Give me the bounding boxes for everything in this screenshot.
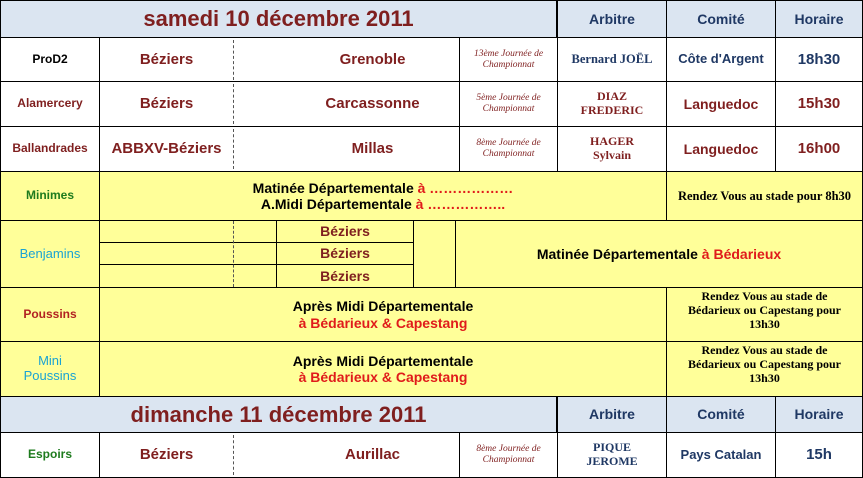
sunday-date-title: dimanche 11 décembre 2011 <box>0 396 557 433</box>
dashed-divider <box>233 129 234 169</box>
minimes-text: à <box>415 196 424 212</box>
referee <box>557 432 667 478</box>
minimes-text: à <box>417 179 426 196</box>
away-team: Aurillac <box>344 446 401 464</box>
poussins-info <box>99 287 667 342</box>
minimes-dots: …………….. <box>423 196 506 212</box>
note-line: 13ème Journée de <box>473 48 544 59</box>
benjamins-info <box>455 220 863 288</box>
home-team: Béziers <box>139 50 194 68</box>
referee-line: Sylvain <box>592 148 631 162</box>
kickoff-time: 18h30 <box>775 37 863 82</box>
minimes-dots: ……………… <box>425 179 514 196</box>
category-benjamins: Benjamins <box>0 220 100 288</box>
category-mini-poussins <box>0 341 100 397</box>
kickoff-time: 15h30 <box>775 81 863 127</box>
category-poussins: Poussins <box>0 287 100 342</box>
referee: Bernard JOËL <box>557 37 667 82</box>
note-line: Championnat <box>482 59 535 70</box>
home-team: Béziers <box>139 95 194 113</box>
benjamins-slot <box>99 264 277 288</box>
benjamins-team: Béziers <box>276 264 414 288</box>
category-espoirs: Espoirs <box>0 432 100 478</box>
home-team: ABBXV-Béziers <box>111 140 222 158</box>
category-ballandrades: Ballandrades <box>0 126 100 172</box>
benjamins-slot <box>99 220 277 243</box>
away-team: Carcassonne <box>325 95 420 113</box>
horaire-header: Horaire <box>775 0 863 38</box>
horaire-header: Horaire <box>775 396 863 433</box>
minimes-text: Matinée Départementale <box>252 179 418 196</box>
mini-poussins-line: Après Midi Départementale <box>292 352 474 369</box>
benjamins-location: à Bédarieux <box>701 245 782 262</box>
benjamins-slot <box>99 242 277 265</box>
arbitre-header: Arbitre <box>557 396 667 433</box>
poussins-location: à Bédarieux & Capestang <box>298 314 468 331</box>
comite-header: Comité <box>666 0 776 38</box>
kickoff-time: 16h00 <box>775 126 863 172</box>
note-line: 5ème Journée de <box>476 93 541 104</box>
round-note <box>459 37 558 82</box>
category-alamercery: Alamercery <box>0 81 100 127</box>
note-line: 8ème Journée de <box>476 138 541 149</box>
dashed-divider <box>233 221 234 287</box>
committee: Pays Catalan <box>666 432 776 478</box>
minimes-rdv: Rendez Vous au stade pour 8h30 <box>666 171 863 221</box>
mini-poussins-location: à Bédarieux & Capestang <box>298 369 468 385</box>
dashed-divider <box>233 40 234 80</box>
benjamins-text: Matinée Départementale <box>536 245 698 262</box>
referee-line: FREDERIC <box>580 103 644 117</box>
poussins-line: Après Midi Départementale <box>292 298 474 315</box>
referee <box>557 126 667 172</box>
away-team: Grenoble <box>339 50 406 68</box>
referee-line: HAGER <box>589 134 634 149</box>
committee: Côte d'Argent <box>666 37 776 82</box>
category-minimes: Minimes <box>0 171 100 221</box>
saturday-date-title: samedi 10 décembre 2011 <box>0 0 557 38</box>
category-prod2: ProD2 <box>0 37 100 82</box>
round-note <box>459 81 558 127</box>
committee: Languedoc <box>666 81 776 127</box>
dashed-divider <box>233 84 234 124</box>
minimes-line-morning <box>253 180 514 196</box>
note-line: 8ème Journée de <box>476 444 541 455</box>
round-note <box>459 126 558 172</box>
note-line: Championnat <box>482 104 535 114</box>
comite-header: Comité <box>666 396 776 433</box>
home-team: Béziers <box>139 446 194 464</box>
round-note <box>459 432 558 478</box>
referee-line: DIAZ <box>596 89 627 104</box>
away-team: Millas <box>351 140 394 158</box>
committee: Languedoc <box>666 126 776 172</box>
kickoff-time: 15h <box>775 432 863 478</box>
category-line: Poussins <box>23 368 77 383</box>
minimes-info <box>99 171 667 221</box>
mini-poussins-info <box>99 341 667 397</box>
arbitre-header: Arbitre <box>557 0 667 38</box>
referee-line: JEROME <box>586 454 638 468</box>
note-line: Championnat <box>482 149 535 159</box>
referee <box>557 81 667 127</box>
benjamins-spacer <box>413 220 456 288</box>
minimes-line-afternoon <box>261 196 505 212</box>
note-line: Championnat <box>482 455 535 465</box>
minimes-text: A.Midi Départementale <box>260 196 416 212</box>
poussins-rdv: Rendez Vous au stade de Bédarieux ou Capestang pour 13h30 <box>666 287 863 342</box>
referee-line: PIQUE <box>592 440 631 455</box>
dashed-divider <box>233 435 234 475</box>
mini-poussins-rdv: Rendez Vous au stade de Bédarieux ou Capestang pour 13h30 <box>666 341 863 397</box>
benjamins-team: Béziers <box>276 220 414 243</box>
benjamins-team: Béziers <box>276 242 414 265</box>
category-line: Mini <box>38 353 62 369</box>
